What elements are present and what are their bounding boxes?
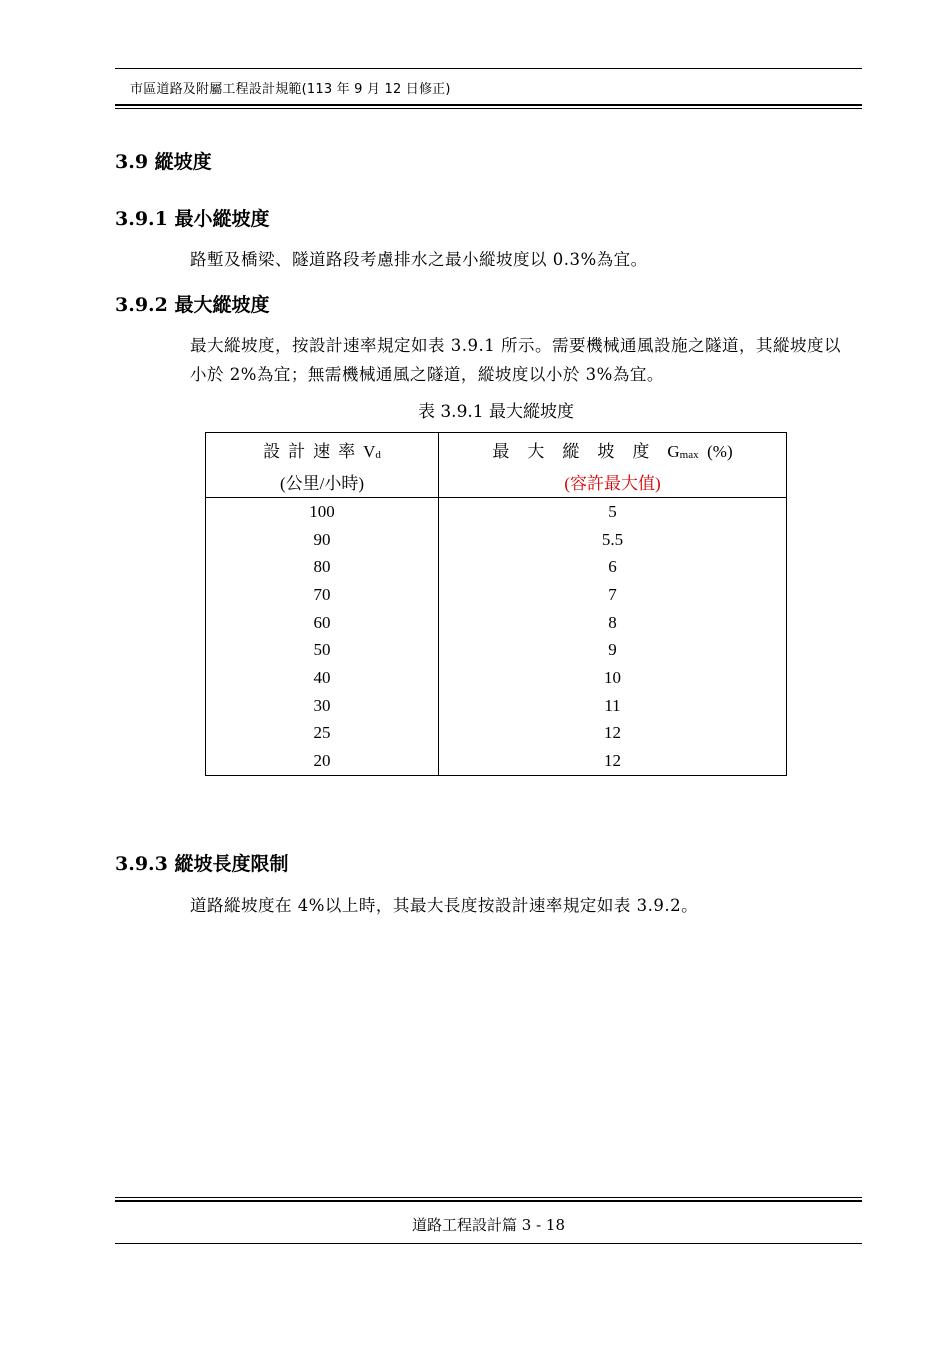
cell-grade: 10: [439, 664, 787, 692]
cell-grade: 11: [439, 692, 787, 720]
table-row: [206, 664, 787, 692]
cell-grade: 6: [439, 553, 787, 581]
table-row: [206, 747, 787, 775]
section-title-3-9-3: 3.9.3 縱坡長度限制: [115, 853, 289, 875]
page-number: 道路工程設計篇 3 - 18: [411, 1216, 565, 1234]
footer-top-rule-thin: [115, 1197, 862, 1198]
cell-grade: 7: [439, 581, 787, 609]
cell-speed: 40: [206, 664, 439, 692]
header-bottom-rule-thick: [115, 104, 862, 106]
section-title-3-9-1: 3.9.1 最小縱坡度: [115, 208, 270, 230]
cell-speed: 30: [206, 692, 439, 720]
paragraph-3-9-2: 最大縱坡度，按設計速率規定如表 3.9.1 所示。需要機械通風設施之隧道，其縱坡度以小於 2%為宜；無需機械通風之隧道，縱坡度以小於 3%為宜。: [190, 336, 841, 384]
paragraph-3-9-1: 路塹及橋梁、隧道路段考慮排水之最小縱坡度以 0.3%為宜。: [190, 250, 648, 269]
table-subheader-row: [206, 465, 787, 498]
footer-top-rule-thick: [115, 1200, 862, 1202]
column-header-speed: 設計速率$V_d$: [206, 433, 439, 466]
section-title-3-9-2: 3.9.2 最大縱坡度: [115, 294, 270, 316]
table-row: [206, 526, 787, 554]
section-title-3-9: 3.9 縱坡度: [115, 151, 212, 173]
max-grade-table: [205, 432, 787, 776]
paragraph-3-9-3: 道路縱坡度在 4%以上時，其最大長度按設計速率規定如表 3.9.2。: [190, 896, 699, 915]
table-row: [206, 720, 787, 748]
table-row: [206, 609, 787, 637]
table-row: [206, 498, 787, 526]
column-unit-speed: (公里/小時): [206, 465, 439, 498]
cell-grade: 12: [439, 747, 787, 775]
cell-speed: 25: [206, 720, 439, 748]
cell-grade: 9: [439, 636, 787, 664]
table-row: [206, 581, 787, 609]
header-bottom-rule-thin: [115, 108, 862, 109]
cell-speed: 60: [206, 609, 439, 637]
cell-speed: 50: [206, 636, 439, 664]
cell-grade: 5: [439, 498, 787, 526]
table-row: [206, 636, 787, 664]
cell-speed: 100: [206, 498, 439, 526]
cell-speed: 20: [206, 747, 439, 775]
column-note-grade: (容許最大值): [439, 465, 787, 498]
cell-speed: 90: [206, 526, 439, 554]
cell-speed: 80: [206, 553, 439, 581]
running-header: 市區道路及附屬工程設計規範(113 年 9 月 12 日修正): [130, 82, 451, 97]
table-header-row: [206, 433, 787, 466]
table-row: [206, 692, 787, 720]
cell-grade: 5.5: [439, 526, 787, 554]
column-header-grade: 最大縱坡度$G_{max}$ (%): [439, 433, 787, 466]
cell-grade: 12: [439, 720, 787, 748]
footer-bottom-rule: [115, 1243, 862, 1244]
cell-speed: 70: [206, 581, 439, 609]
cell-grade: 8: [439, 609, 787, 637]
table-caption: 表 3.9.1 最大縱坡度: [417, 402, 575, 422]
header-top-rule: [115, 68, 862, 69]
table-row: [206, 553, 787, 581]
